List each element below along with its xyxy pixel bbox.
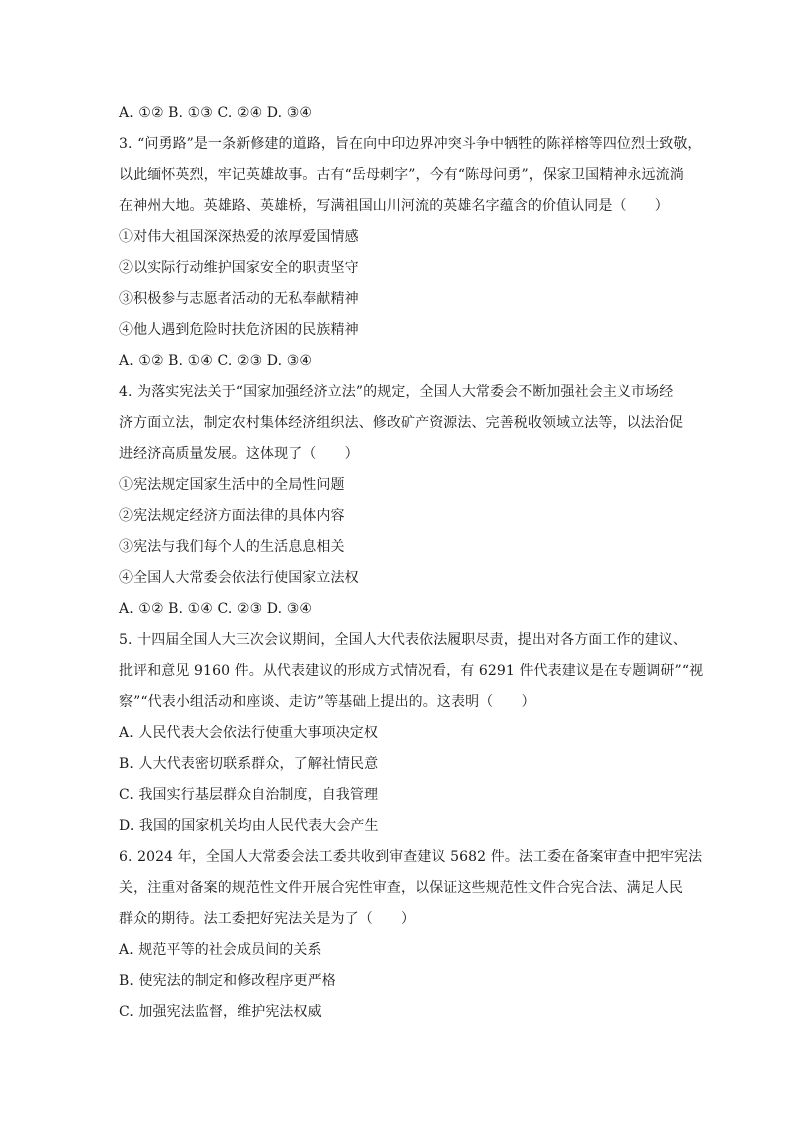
q4-stem-line-1: 4. 为落实宪法关于“国家加强经济立法”的规定，全国人大常委会不断加强社会主义市场经: [119, 384, 674, 400]
q3-answer-options: A. ①② B. ①④ C. ②③ D. ③④: [119, 353, 312, 369]
q5-stem-line-2: 批评和意见 9160 件。从代表建议的形成方式情况看，有 6291 件代表建议是在专题调研”“视: [119, 663, 704, 679]
q4-statement-3: ③宪法与我们每个人的生活息息相关: [119, 539, 345, 555]
q6-stem-line-1: 6. 2024 年，全国人大常委会法工委共收到审查建议 5682 件。法工委在备案审查中把牢宪法: [119, 849, 703, 865]
q4-statement-4: ④全国人大常委会依法行使国家立法权: [119, 570, 359, 586]
q4-answer-options: A. ①② B. ①④ C. ②③ D. ③④: [119, 601, 312, 617]
q3-stem-line-1: 3. “问勇路”是一条新修建的道路，旨在向中印边界冲突斗争中牺牲的陈祥榕等四位烈士致敬，: [119, 136, 702, 152]
q6-option-b: B. 使宪法的制定和修改程序更严格: [119, 973, 336, 989]
q6-stem-line-3: 群众的期待。法工委把好宪法关是为了（ ）: [119, 911, 416, 927]
q3-stem-line-3: 在神州大地。英雄路、英雄桥，写满祖国山川河流的英雄名字蕴含的价值认同是（ ）: [119, 198, 669, 214]
q4-statement-1: ①宪法规定国家生活中的全局性问题: [119, 477, 345, 493]
q6-option-a: A. 规范平等的社会成员间的关系: [119, 942, 322, 958]
q5-stem-line-3: 察”“代表小组活动和座谈、走访”等基础上提出的。这表明（ ）: [119, 694, 536, 710]
document-page: [119, 98, 704, 1028]
q3-statement-2: ②以实际行动维护国家安全的职责坚守: [119, 260, 359, 276]
q4-stem-line-3: 进经济高质量发展。这体现了（ ）: [119, 446, 359, 462]
q5-stem-line-1: 5. 十四届全国人大三次会议期间，全国人大代表依法履职尽责，提出对各方面工作的建议、: [119, 632, 688, 648]
q5-option-b: B. 人大代表密切联系群众，了解社情民意: [119, 756, 379, 772]
q5-option-c: C. 我国实行基层群众自治制度，自我管理: [119, 787, 379, 803]
q6-option-c: C. 加强宪法监督，维护宪法权威: [119, 1004, 322, 1020]
q3-statement-1: ①对伟大祖国深深热爱的浓厚爱国情感: [119, 229, 359, 245]
q3-statement-4: ④他人遇到危险时扶危济困的民族精神: [119, 322, 359, 338]
q4-statement-2: ②宪法规定经济方面法律的具体内容: [119, 508, 345, 524]
q3-statement-3: ③积极参与志愿者活动的无私奉献精神: [119, 291, 359, 307]
q5-option-a: A. 人民代表大会依法行使重大事项决定权: [119, 725, 379, 741]
q5-option-d: D. 我国的国家机关均由人民代表大会产生: [119, 818, 379, 834]
q4-stem-line-2: 济方面立法，制定农村集体经济组织法、修改矿产资源法、完善税收领域立法等，以法治促: [119, 415, 683, 431]
q6-stem-line-2: 关，注重对备案的规范性文件开展合宪性审查，以保证这些规范性文件合宪合法、满足人民: [119, 880, 683, 896]
q3-stem-line-2: 以此缅怀英烈，牢记英雄故事。古有“岳母刺字”，今有“陈母问勇”，保家卫国精神永远流淌: [119, 167, 684, 183]
q2-answer-options: A. ①② B. ①③ C. ②④ D. ③④: [119, 105, 312, 121]
